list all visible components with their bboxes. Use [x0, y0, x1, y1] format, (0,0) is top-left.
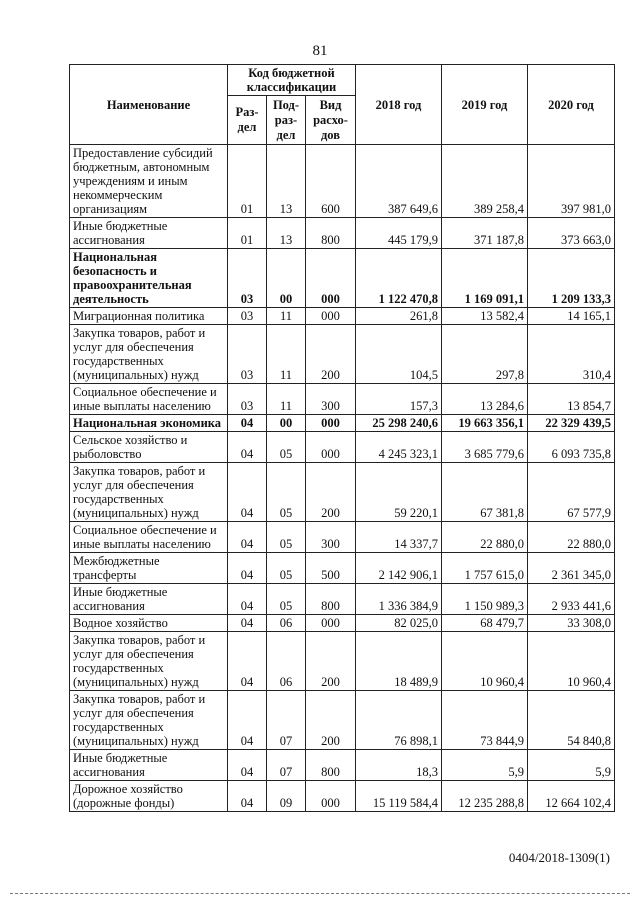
table-row	[70, 308, 615, 325]
row-razdel: 04	[228, 632, 267, 691]
row-vid: 000	[306, 249, 356, 308]
row-razdel: 03	[228, 325, 267, 384]
row-vid: 000	[306, 308, 356, 325]
row-value-2018: 261,8	[356, 308, 442, 325]
row-value-2019: 389 258,4	[442, 145, 528, 218]
row-razdel: 04	[228, 415, 267, 432]
row-vid: 800	[306, 218, 356, 249]
row-value-2020: 1 209 133,3	[528, 249, 615, 308]
row-podrazdel: 11	[267, 384, 306, 415]
row-name: Иные бюджетные ассигнования	[70, 584, 228, 615]
row-name: Иные бюджетные ассигнования	[70, 218, 228, 249]
row-name: Закупка товаров, работ и услуг для обеспечения государственных (муниципальных) нужд	[70, 463, 228, 522]
header-code-group: Код бюджетной классификации	[228, 65, 356, 96]
row-razdel: 03	[228, 249, 267, 308]
row-name: Национальная экономика	[70, 415, 228, 432]
header-vid: Вид расхо- дов	[306, 96, 356, 145]
row-value-2018: 82 025,0	[356, 615, 442, 632]
row-value-2018: 59 220,1	[356, 463, 442, 522]
row-podrazdel: 06	[267, 615, 306, 632]
page-number: 81	[312, 43, 328, 59]
row-vid: 500	[306, 553, 356, 584]
row-name: Иные бюджетные ассигнования	[70, 750, 228, 781]
row-podrazdel: 05	[267, 432, 306, 463]
table-row	[70, 691, 615, 750]
row-razdel: 04	[228, 432, 267, 463]
table-row	[70, 463, 615, 522]
row-vid: 200	[306, 463, 356, 522]
table-row	[70, 522, 615, 553]
header-name: Наименование	[70, 65, 228, 145]
row-vid: 200	[306, 632, 356, 691]
row-value-2019: 13 284,6	[442, 384, 528, 415]
row-razdel: 04	[228, 615, 267, 632]
row-vid: 200	[306, 325, 356, 384]
row-razdel: 04	[228, 781, 267, 812]
row-value-2018: 1 336 384,9	[356, 584, 442, 615]
row-name: Миграционная политика	[70, 308, 228, 325]
row-podrazdel: 06	[267, 632, 306, 691]
row-podrazdel: 11	[267, 308, 306, 325]
budget-table	[69, 64, 615, 812]
row-value-2019: 10 960,4	[442, 632, 528, 691]
row-value-2020: 22 880,0	[528, 522, 615, 553]
document-code: 0404/2018-1309(1)	[508, 850, 610, 865]
row-podrazdel: 13	[267, 218, 306, 249]
row-razdel: 04	[228, 691, 267, 750]
row-podrazdel: 11	[267, 325, 306, 384]
row-value-2019: 5,9	[442, 750, 528, 781]
row-value-2019: 73 844,9	[442, 691, 528, 750]
row-podrazdel: 00	[267, 415, 306, 432]
row-name: Предоставление субсидий бюджетным, автономным учреждениям и иным некоммерческим организациям	[70, 145, 228, 218]
header-2018: 2018 год	[356, 65, 442, 145]
table-row	[70, 218, 615, 249]
row-value-2018: 15 119 584,4	[356, 781, 442, 812]
row-podrazdel: 07	[267, 691, 306, 750]
row-value-2019: 371 187,8	[442, 218, 528, 249]
row-name: Социальное обеспечение и иные выплаты населению	[70, 384, 228, 415]
row-podrazdel: 13	[267, 145, 306, 218]
row-podrazdel: 05	[267, 553, 306, 584]
row-value-2018: 14 337,7	[356, 522, 442, 553]
row-value-2020: 33 308,0	[528, 615, 615, 632]
row-value-2018: 1 122 470,8	[356, 249, 442, 308]
row-vid: 800	[306, 584, 356, 615]
row-value-2020: 67 577,9	[528, 463, 615, 522]
row-value-2020: 2 361 345,0	[528, 553, 615, 584]
row-value-2019: 67 381,8	[442, 463, 528, 522]
row-value-2020: 310,4	[528, 325, 615, 384]
row-vid: 300	[306, 384, 356, 415]
row-vid: 200	[306, 691, 356, 750]
row-value-2018: 157,3	[356, 384, 442, 415]
row-value-2019: 1 757 615,0	[442, 553, 528, 584]
row-vid: 600	[306, 145, 356, 218]
header-2019: 2019 год	[442, 65, 528, 145]
table-row	[70, 584, 615, 615]
row-value-2018: 76 898,1	[356, 691, 442, 750]
table-row	[70, 553, 615, 584]
row-value-2020: 2 933 441,6	[528, 584, 615, 615]
row-razdel: 03	[228, 384, 267, 415]
row-value-2020: 6 093 735,8	[528, 432, 615, 463]
table-row	[70, 432, 615, 463]
row-razdel: 04	[228, 750, 267, 781]
row-vid: 000	[306, 781, 356, 812]
row-value-2018: 18 489,9	[356, 632, 442, 691]
row-podrazdel: 00	[267, 249, 306, 308]
row-value-2020: 13 854,7	[528, 384, 615, 415]
row-value-2020: 373 663,0	[528, 218, 615, 249]
header-2020: 2020 год	[528, 65, 615, 145]
row-name: Закупка товаров, работ и услуг для обеспечения государственных (муниципальных) нужд	[70, 691, 228, 750]
row-value-2019: 13 582,4	[442, 308, 528, 325]
table-row	[70, 384, 615, 415]
row-razdel: 01	[228, 145, 267, 218]
row-name: Социальное обеспечение и иные выплаты населению	[70, 522, 228, 553]
row-name: Водное хозяйство	[70, 615, 228, 632]
header-podrazdel: Под- раз- дел	[267, 96, 306, 145]
row-vid: 000	[306, 432, 356, 463]
row-value-2018: 2 142 906,1	[356, 553, 442, 584]
row-podrazdel: 07	[267, 750, 306, 781]
row-name: Национальная безопасность и правоохранительная деятельность	[70, 249, 228, 308]
header-row-1	[70, 65, 615, 96]
row-value-2020: 5,9	[528, 750, 615, 781]
row-name: Закупка товаров, работ и услуг для обеспечения государственных (муниципальных) нужд	[70, 632, 228, 691]
row-value-2018: 25 298 240,6	[356, 415, 442, 432]
row-podrazdel: 05	[267, 463, 306, 522]
row-value-2020: 397 981,0	[528, 145, 615, 218]
row-razdel: 01	[228, 218, 267, 249]
row-value-2019: 68 479,7	[442, 615, 528, 632]
row-value-2020: 12 664 102,4	[528, 781, 615, 812]
row-value-2019: 19 663 356,1	[442, 415, 528, 432]
row-razdel: 04	[228, 584, 267, 615]
row-vid: 000	[306, 615, 356, 632]
row-name: Сельское хозяйство и рыболовство	[70, 432, 228, 463]
row-vid: 000	[306, 415, 356, 432]
row-podrazdel: 09	[267, 781, 306, 812]
row-value-2018: 4 245 323,1	[356, 432, 442, 463]
row-razdel: 04	[228, 463, 267, 522]
row-podrazdel: 05	[267, 522, 306, 553]
row-value-2019: 1 150 989,3	[442, 584, 528, 615]
table-row	[70, 615, 615, 632]
row-value-2019: 3 685 779,6	[442, 432, 528, 463]
table-row	[70, 632, 615, 691]
row-value-2020: 10 960,4	[528, 632, 615, 691]
row-vid: 800	[306, 750, 356, 781]
row-name: Межбюджетные трансферты	[70, 553, 228, 584]
row-value-2018: 104,5	[356, 325, 442, 384]
row-razdel: 03	[228, 308, 267, 325]
row-podrazdel: 05	[267, 584, 306, 615]
row-value-2018: 445 179,9	[356, 218, 442, 249]
row-value-2019: 1 169 091,1	[442, 249, 528, 308]
row-value-2020: 54 840,8	[528, 691, 615, 750]
bottom-divider	[10, 893, 630, 894]
table-row	[70, 145, 615, 218]
row-value-2018: 18,3	[356, 750, 442, 781]
header-razdel: Раз- дел	[228, 96, 267, 145]
table-row	[70, 781, 615, 812]
table-row	[70, 750, 615, 781]
row-value-2020: 22 329 439,5	[528, 415, 615, 432]
row-value-2019: 12 235 288,8	[442, 781, 528, 812]
row-value-2019: 297,8	[442, 325, 528, 384]
row-value-2018: 387 649,6	[356, 145, 442, 218]
row-name: Дорожное хозяйство (дорожные фонды)	[70, 781, 228, 812]
row-name: Закупка товаров, работ и услуг для обеспечения государственных (муниципальных) нужд	[70, 325, 228, 384]
row-value-2019: 22 880,0	[442, 522, 528, 553]
table-row	[70, 325, 615, 384]
row-vid: 300	[306, 522, 356, 553]
table-row	[70, 415, 615, 432]
table-row	[70, 249, 615, 308]
row-value-2020: 14 165,1	[528, 308, 615, 325]
row-razdel: 04	[228, 553, 267, 584]
row-razdel: 04	[228, 522, 267, 553]
